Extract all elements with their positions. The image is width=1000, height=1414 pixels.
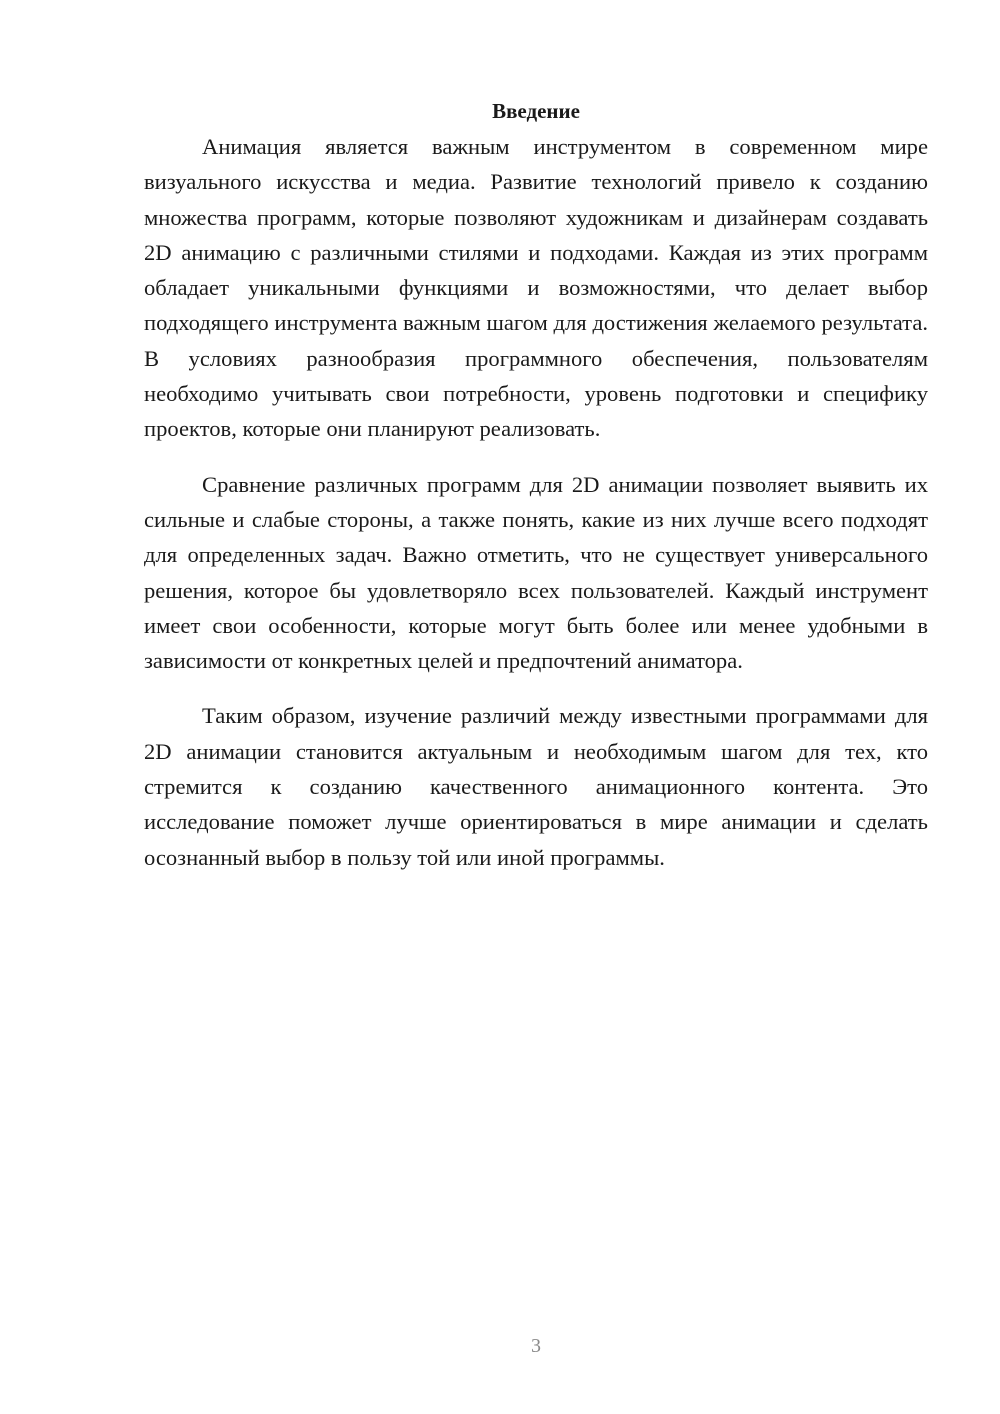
paragraph-3: Таким образом, изучение различий между известными программами для 2D анимации становится актуальным и необходимым шагом для тех, кто стремится к созданию качественного анимационного контента. Это исследование поможет лучше ориентироваться в мире анимации и сделать осознанный выбор в пользу той или иной программы. <box>144 703 928 870</box>
paragraph-2: Сравнение различных программ для 2D анимации позволяет выявить их сильные и слабые стороны, а также понять, какие из них лучше всего подходят для определенных задач. Важно отметить, что не существует универсального решения, которое бы удовлетворяло всех пользователей. Каждый инструмент имеет свои особенности, которые могут быть более или менее удобными в зависимости от конкретных целей и предпочтений аниматора. <box>144 471 928 674</box>
paragraph-1: Анимация является важным инструментом в современном мире визуального искусства и медиа. Развитие технологий привело к созданию множества программ, которые позволяют художникам и дизайнерам создавать 2D анимацию с различными стилями и подходами. Каждая из этих программ обладает уникальными функциями и возможностями, что делает выбор подходящего инструмента важным шагом для достижения желаемого результата. В условиях разнообразия программного обеспечения, пользователям необходимо учитывать свои потребности, уровень подготовки и специфику проектов, которые они планируют реализовать. <box>144 134 928 442</box>
section-heading: Введение <box>492 99 580 123</box>
page-number: 3 <box>531 1335 541 1357</box>
page-content <box>144 96 928 895</box>
